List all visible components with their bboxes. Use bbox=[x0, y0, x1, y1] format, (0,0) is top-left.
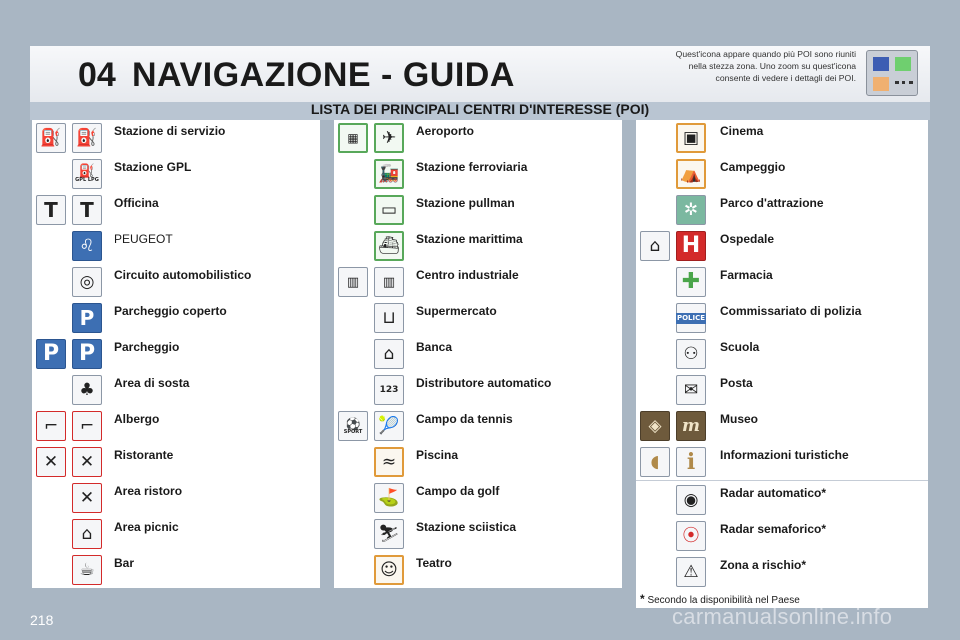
poi-label: Parcheggio coperto bbox=[114, 304, 227, 318]
list-item bbox=[334, 264, 622, 300]
list-item bbox=[334, 408, 622, 444]
list-item bbox=[334, 192, 622, 228]
hospital-building-icon: ⌂ bbox=[640, 231, 670, 261]
cluster-dots-icon bbox=[895, 81, 913, 87]
covered-parking-icon: P bbox=[72, 303, 102, 333]
list-item bbox=[636, 336, 928, 372]
poi-label: Bar bbox=[114, 556, 135, 570]
poi-label: Farmacia bbox=[720, 268, 773, 282]
list-item bbox=[32, 336, 320, 372]
list-item bbox=[334, 228, 622, 264]
wrench-icon: T bbox=[72, 195, 102, 225]
footnote-text: Secondo la disponibilità nel Paese bbox=[647, 595, 800, 606]
amusement-park-icon: ✲ bbox=[676, 195, 706, 225]
list-item bbox=[32, 408, 320, 444]
poi-label: Scuola bbox=[720, 340, 760, 354]
museum-diamond-icon: ◈ bbox=[640, 411, 670, 441]
poi-label: Aeroporto bbox=[416, 124, 474, 138]
bed-icon: ⌐ bbox=[72, 411, 102, 441]
cluster-square-orange-icon bbox=[873, 77, 889, 91]
list-item bbox=[32, 192, 320, 228]
lpg-pump-icon: ⛽ GPL LPG bbox=[72, 159, 102, 189]
fuel-pump-icon: ⛽ bbox=[36, 123, 66, 153]
footnote-star: * bbox=[640, 592, 645, 606]
list-item bbox=[334, 156, 622, 192]
list-item bbox=[32, 552, 320, 588]
poi-label: Informazioni turistiche bbox=[720, 448, 849, 462]
parking-icon: P bbox=[72, 339, 102, 369]
list-item bbox=[32, 444, 320, 480]
list-item bbox=[32, 120, 320, 156]
poi-label: Area picnic bbox=[114, 520, 179, 534]
list-item bbox=[334, 336, 622, 372]
watermark: carmanualsonline.info bbox=[672, 604, 893, 629]
wrench-icon: T bbox=[36, 195, 66, 225]
poi-label: Radar automatico* bbox=[720, 486, 827, 500]
poi-label: Zona a rischio* bbox=[720, 558, 807, 572]
poi-label: Campo da tennis bbox=[416, 412, 513, 426]
chapter-title: NAVIGAZIONE - GUIDA bbox=[132, 56, 515, 94]
poi-column-1 bbox=[32, 120, 320, 588]
poi-label: Stazione ferroviaria bbox=[416, 160, 528, 174]
warning-triangle-icon: ⚠ bbox=[676, 557, 706, 587]
theatre-icon: ☺ bbox=[374, 555, 404, 585]
airport-services-icon: ▦ bbox=[338, 123, 368, 153]
hospital-h-icon: H bbox=[676, 231, 706, 261]
poi-label: Ospedale bbox=[720, 232, 775, 246]
radar-separator bbox=[636, 480, 928, 481]
bus-icon: ▭ bbox=[374, 195, 404, 225]
poi-label: Stazione GPL bbox=[114, 160, 192, 174]
school-children-icon: ⚇ bbox=[676, 339, 706, 369]
poi-label: Banca bbox=[416, 340, 453, 354]
poi-label: Cinema bbox=[720, 124, 764, 138]
picnic-icon: ⌂ bbox=[72, 519, 102, 549]
poi-label: Teatro bbox=[416, 556, 452, 570]
list-item bbox=[636, 372, 928, 408]
fuel-pump-icon: ⛽ bbox=[72, 123, 102, 153]
list-item bbox=[636, 408, 928, 444]
police-icon: POLICE bbox=[676, 303, 706, 333]
list-item bbox=[636, 192, 928, 228]
list-item bbox=[636, 482, 928, 518]
poi-label: Centro industriale bbox=[416, 268, 519, 282]
poi-label: Commissariato di polizia bbox=[720, 304, 862, 318]
info-signal-icon: ◖ bbox=[640, 447, 670, 477]
poi-label: Supermercato bbox=[416, 304, 497, 318]
factory-icon: ▥ bbox=[338, 267, 368, 297]
chapter-number: 04 bbox=[78, 56, 116, 94]
list-item bbox=[32, 372, 320, 408]
poi-label: Officina bbox=[114, 196, 159, 210]
envelope-icon: ✉ bbox=[676, 375, 706, 405]
poi-list-title: LISTA DEI PRINCIPALI CENTRI D'INTERESSE (POI) bbox=[310, 101, 650, 117]
cart-icon: ⊔ bbox=[374, 303, 404, 333]
atm-icon: 123 bbox=[374, 375, 404, 405]
museum-m-icon: m bbox=[676, 411, 706, 441]
list-item bbox=[636, 444, 928, 480]
poi-label: Museo bbox=[720, 412, 759, 426]
poi-label: Area di sosta bbox=[114, 376, 190, 390]
list-item bbox=[636, 228, 928, 264]
list-item bbox=[32, 228, 320, 264]
poi-label: Parco d'attrazione bbox=[720, 196, 824, 210]
list-item bbox=[32, 516, 320, 552]
poi-label: Stazione pullman bbox=[416, 196, 515, 210]
train-icon: 🚂 bbox=[374, 159, 404, 189]
skier-icon: ⛷ bbox=[374, 519, 404, 549]
tennis-icon: 🎾 bbox=[374, 411, 404, 441]
cluster-square-blue-icon bbox=[873, 57, 889, 71]
poi-column-2 bbox=[334, 120, 622, 588]
poi-label: Posta bbox=[720, 376, 753, 390]
list-item bbox=[334, 300, 622, 336]
list-item bbox=[334, 120, 622, 156]
poi-cluster-icon bbox=[866, 50, 918, 96]
sports-icon: ⚽ SPORT bbox=[338, 411, 368, 441]
list-item bbox=[636, 156, 928, 192]
list-item bbox=[32, 300, 320, 336]
poi-label: PEUGEOT bbox=[114, 232, 173, 246]
list-item bbox=[636, 120, 928, 156]
poi-label: Stazione marittima bbox=[416, 232, 523, 246]
poi-label: Albergo bbox=[114, 412, 160, 426]
coffee-cup-icon: ☕ bbox=[72, 555, 102, 585]
list-item bbox=[32, 156, 320, 192]
poi-label: Campo da golf bbox=[416, 484, 500, 498]
film-icon: ▣ bbox=[676, 123, 706, 153]
bed-icon: ⌐ bbox=[36, 411, 66, 441]
poi-label: Stazione di servizio bbox=[114, 124, 226, 138]
red-light-camera-icon: ⦿ bbox=[676, 521, 706, 551]
poi-column-3 bbox=[636, 120, 928, 608]
pharmacy-cross-icon: ✚ bbox=[676, 267, 706, 297]
swimming-icon: ≈ bbox=[374, 447, 404, 477]
airplane-icon: ✈ bbox=[374, 123, 404, 153]
peugeot-lion-icon: ♌ bbox=[72, 231, 102, 261]
factory-icon: ▥ bbox=[374, 267, 404, 297]
race-track-icon: ◎ bbox=[72, 267, 102, 297]
poi-label: Parcheggio bbox=[114, 340, 180, 354]
poi-cluster-note: Quest'icona appare quando più POI sono riuniti nella stezza zona. Uno zoom su quest'icona consente di vedere i dettagli dei POI. bbox=[675, 49, 856, 83]
parking-icon: P bbox=[36, 339, 66, 369]
list-item bbox=[636, 300, 928, 336]
list-item bbox=[32, 480, 320, 516]
list-item bbox=[334, 552, 622, 588]
list-item bbox=[334, 480, 622, 516]
list-item bbox=[32, 264, 320, 300]
food-area-icon: ✕ bbox=[72, 483, 102, 513]
bank-icon: ⌂ bbox=[374, 339, 404, 369]
fork-knife-icon: ✕ bbox=[36, 447, 66, 477]
poi-label: Piscina bbox=[416, 448, 459, 462]
list-item bbox=[334, 444, 622, 480]
golf-icon: ⛳ bbox=[374, 483, 404, 513]
page-number: 218 bbox=[30, 612, 54, 628]
poi-label: Ristorante bbox=[114, 448, 174, 462]
list-item bbox=[636, 264, 928, 300]
poi-label: Distributore automatico bbox=[416, 376, 552, 390]
poi-label: Radar semaforico* bbox=[720, 522, 827, 536]
list-item bbox=[636, 518, 928, 554]
list-item bbox=[334, 372, 622, 408]
cluster-square-green-icon bbox=[895, 57, 911, 71]
speed-camera-icon: ◉ bbox=[676, 485, 706, 515]
ship-icon: ⛴ bbox=[374, 231, 404, 261]
poi-label: Stazione sciistica bbox=[416, 520, 517, 534]
info-i-icon: i bbox=[676, 447, 706, 477]
poi-label: Area ristoro bbox=[114, 484, 183, 498]
fork-knife-icon: ✕ bbox=[72, 447, 102, 477]
tent-icon: ⛺ bbox=[676, 159, 706, 189]
list-item bbox=[334, 516, 622, 552]
list-item bbox=[636, 554, 928, 590]
poi-label: Circuito automobilistico bbox=[114, 268, 252, 282]
rest-area-icon: ♣ bbox=[72, 375, 102, 405]
poi-label: Campeggio bbox=[720, 160, 786, 174]
